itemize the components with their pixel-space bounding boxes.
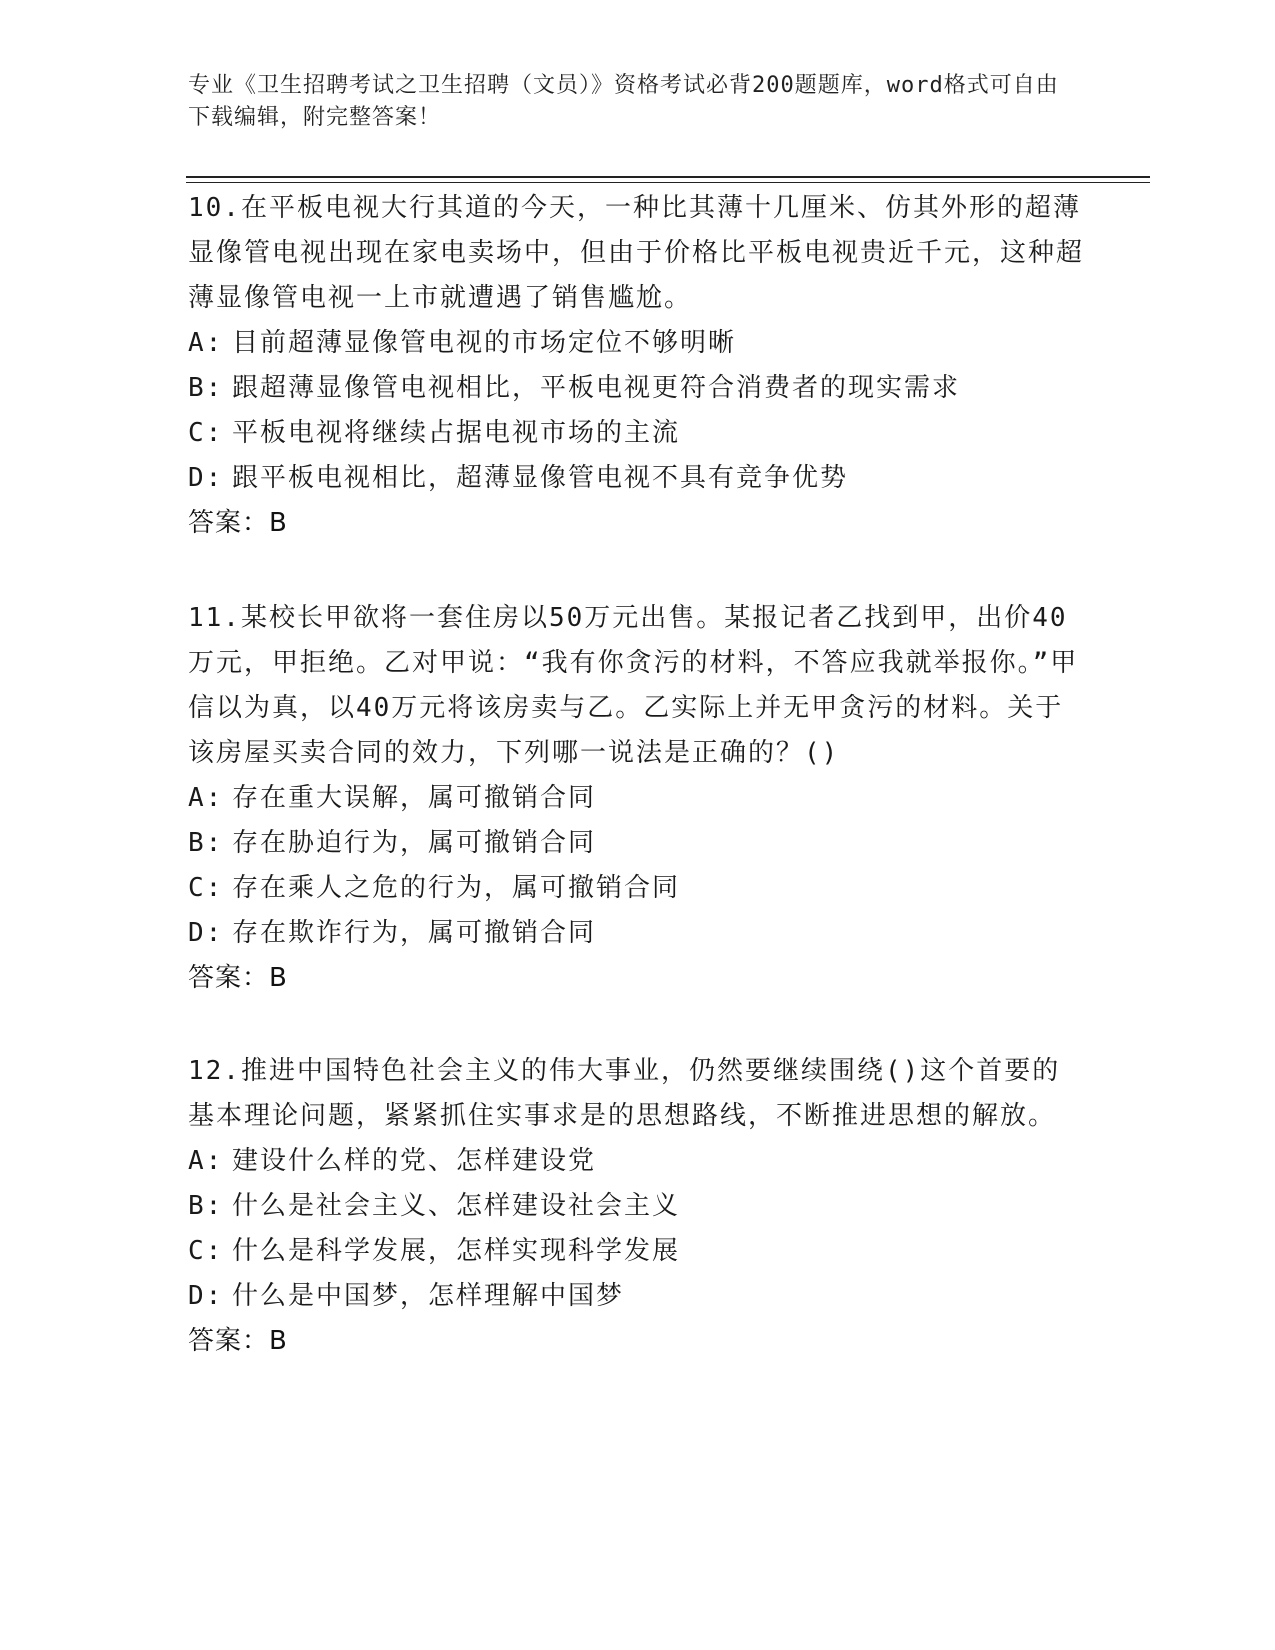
option-text: 什么是中国梦，怎样理解中国梦 xyxy=(232,1281,625,1311)
option-label: D: xyxy=(188,463,224,493)
option-text: 跟超薄显像管电视相比，平板电视更符合消费者的现实需求 xyxy=(232,373,961,403)
header-divider-thick xyxy=(186,176,1150,178)
option-text: 存在乘人之危的行为，属可撤销合同 xyxy=(232,873,681,903)
option-label: C: xyxy=(188,418,224,448)
option-label: A: xyxy=(188,783,224,813)
option-c xyxy=(188,866,1088,911)
option-b xyxy=(188,821,1088,866)
question-12 xyxy=(188,1049,1088,1364)
question-stem: 10.在平板电视大行其道的今天，一种比其薄十几厘米、仿其外形的超薄显像管电视出现在家电卖场中，但由于价格比平板电视贵近千元，这种超薄显像管电视一上市就遭遇了销售尴尬。 xyxy=(188,193,1085,313)
option-label: B: xyxy=(188,828,224,858)
option-text: 目前超薄显像管电视的市场定位不够明晰 xyxy=(232,328,737,358)
option-d xyxy=(188,1274,1088,1319)
option-d xyxy=(188,911,1088,956)
option-text: 什么是科学发展，怎样实现科学发展 xyxy=(232,1236,681,1266)
header-divider-thin xyxy=(186,182,1150,183)
option-text: 存在重大误解，属可撤销合同 xyxy=(232,783,597,813)
document-header-intro: 专业《卫生招聘考试之卫生招聘（文员）》资格考试必背200题题库，word格式可自由下载编辑，附完整答案！ xyxy=(188,73,1059,130)
question-stem: 11.某校长甲欲将一套住房以50万元出售。某报记者乙找到甲，出价40万元，甲拒绝。乙对甲说：“我有你贪污的材料，不答应我就举报你。”甲信以为真，以40万元将该房卖与乙。乙实际上并无甲贪污的材料。关于该房屋买卖合同的效力，下列哪一说法是正确的？() xyxy=(188,603,1079,768)
option-label: B: xyxy=(188,373,224,403)
option-text: 什么是社会主义、怎样建设社会主义 xyxy=(232,1191,681,1221)
option-label: C: xyxy=(188,1236,224,1266)
option-text: 建设什么样的党、怎样建设党 xyxy=(232,1146,597,1176)
option-d xyxy=(188,456,1088,501)
question-10 xyxy=(188,186,1088,546)
option-label: D: xyxy=(188,1281,224,1311)
option-text: 存在胁迫行为，属可撤销合同 xyxy=(232,828,597,858)
option-a xyxy=(188,776,1088,821)
option-b xyxy=(188,1184,1088,1229)
option-c xyxy=(188,411,1088,456)
question-stem: 12.推进中国特色社会主义的伟大事业，仍然要继续围绕()这个首要的基本理论问题，紧紧抓住实事求是的思想路线，不断推进思想的解放。 xyxy=(188,1056,1061,1131)
option-label: B: xyxy=(188,1191,224,1221)
option-label: C: xyxy=(188,873,224,903)
answer-line: 答案：B xyxy=(188,1326,288,1356)
option-text: 平板电视将继续占据电视市场的主流 xyxy=(232,418,681,448)
answer-line: 答案：B xyxy=(188,508,288,538)
answer-line: 答案：B xyxy=(188,963,288,993)
option-a xyxy=(188,1139,1088,1184)
option-text: 跟平板电视相比，超薄显像管电视不具有竞争优势 xyxy=(232,463,849,493)
option-label: A: xyxy=(188,328,224,358)
option-label: D: xyxy=(188,918,224,948)
option-a xyxy=(188,321,1088,366)
option-b xyxy=(188,366,1088,411)
option-c xyxy=(188,1229,1088,1274)
question-11 xyxy=(188,596,1088,1001)
option-label: A: xyxy=(188,1146,224,1176)
option-text: 存在欺诈行为，属可撤销合同 xyxy=(232,918,597,948)
